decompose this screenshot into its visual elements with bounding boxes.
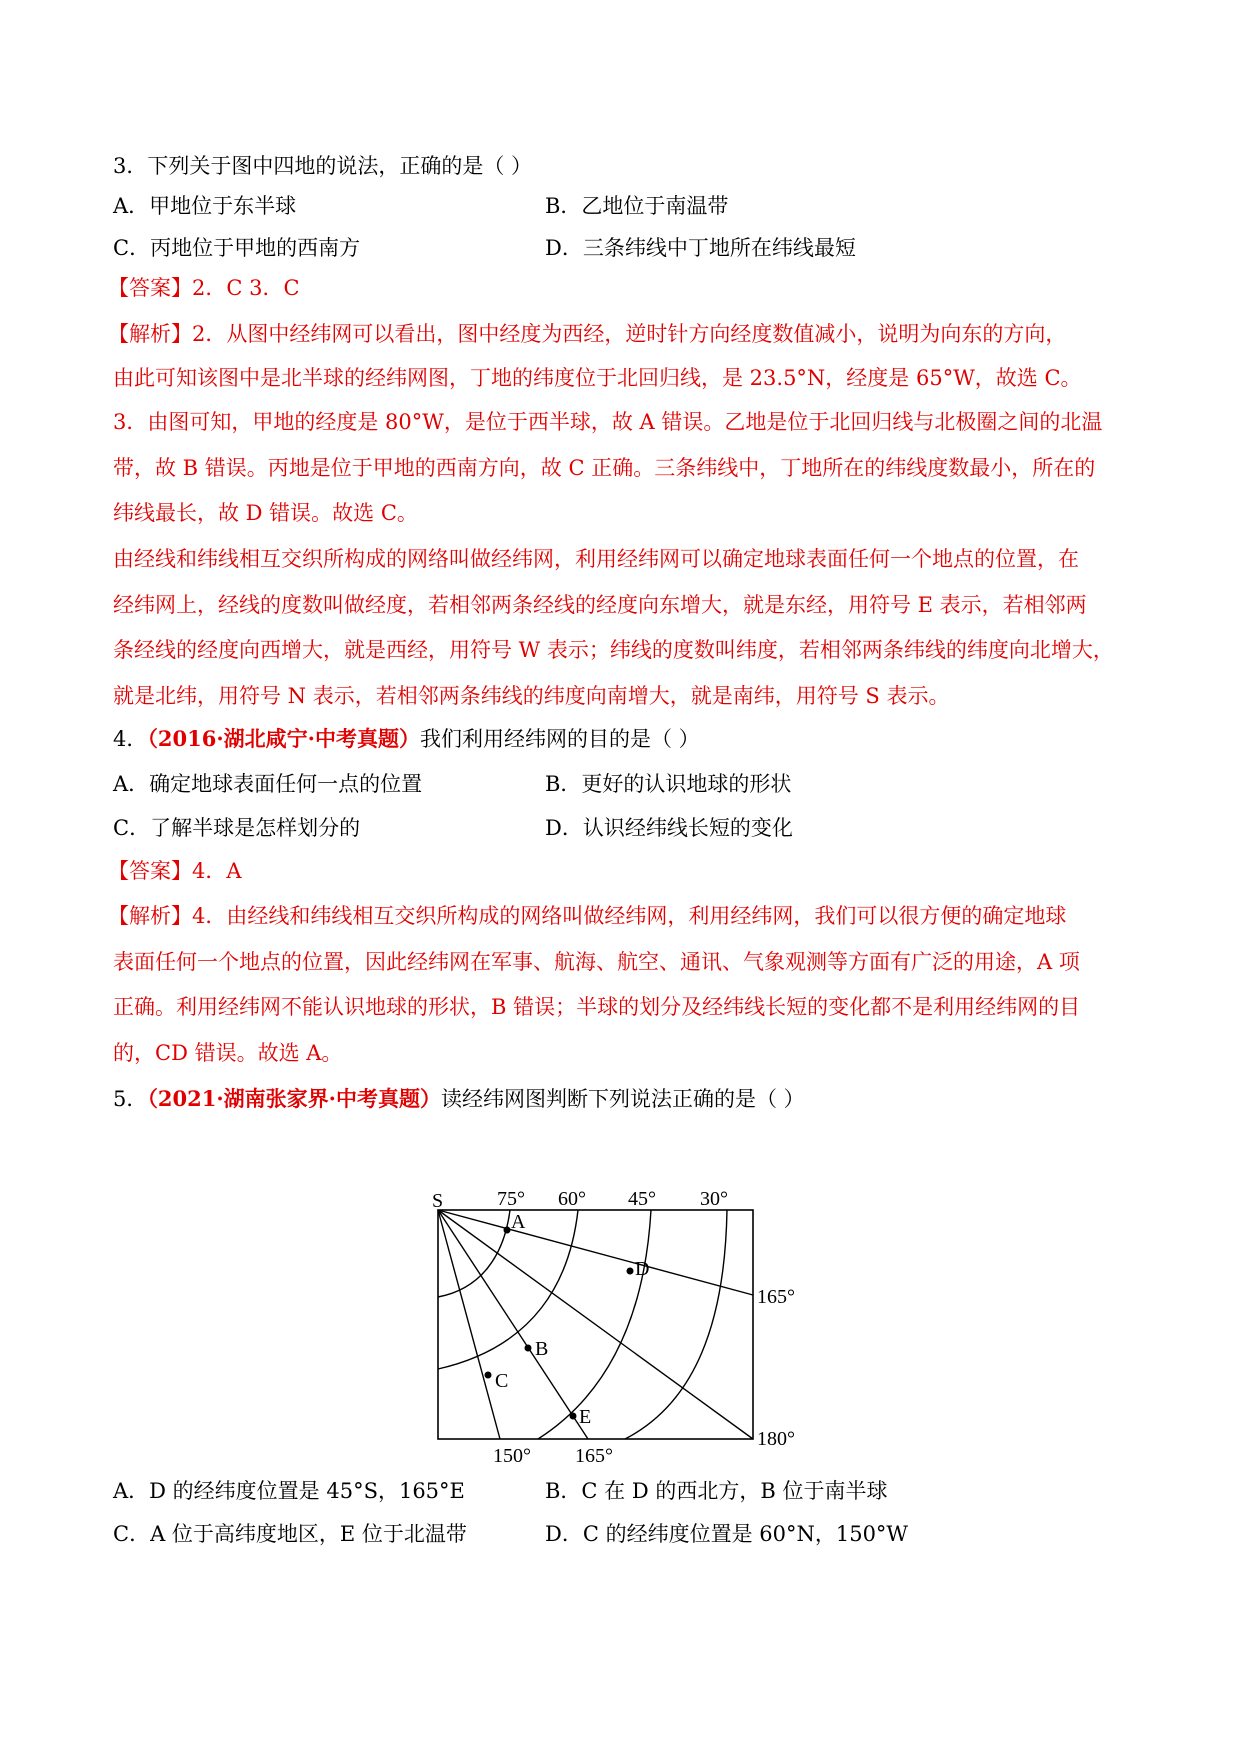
point-b-label: B <box>535 1338 549 1360</box>
analysis-line: 由此可知该图中是北半球的经纬网图，丁地的纬度位于北回归线，是 23.5°N，经度是 65°W，故选 C。 <box>113 366 1082 390</box>
analysis-line: 的，CD 错误。故选 A。 <box>113 1041 343 1065</box>
q5-option-d: D．C 的经纬度位置是 60°N，150°W <box>545 1522 909 1546</box>
point-a-label: A <box>511 1211 526 1233</box>
parallel-75 <box>438 1210 510 1297</box>
parallels <box>438 1210 727 1439</box>
q5-option-b: B．C 在 D 的西北方，B 位于南半球 <box>545 1479 888 1503</box>
q3-option-b: B．乙地位于南温带 <box>545 194 729 218</box>
analysis-line: 【解析】4．由经线和纬线相互交织所构成的网络叫做经纬网，利用经纬网，我们可以很方便的确定地球 <box>108 904 1067 928</box>
q5-number: 5． <box>113 1087 148 1111</box>
point-a <box>504 1227 511 1234</box>
right-label: 165° <box>757 1286 795 1308</box>
q4-option-a: A．确定地球表面任何一点的位置 <box>113 772 423 796</box>
q4-option-d: D．认识经纬线长短的变化 <box>545 816 793 840</box>
q3-stem: 3．下列关于图中四地的说法，正确的是（ ） <box>113 154 533 178</box>
analysis-line: 经纬网上，经线的度数叫做经度，若相邻两条经线的经度向东增大，就是东经，用符号 E 表示，若相邻两 <box>113 593 1087 617</box>
q5-text: 读经纬网图判断下列说法正确的是（ ） <box>440 1087 805 1111</box>
answer-4: 【答案】4．A <box>108 859 242 883</box>
point-c <box>485 1372 492 1379</box>
q5-stem <box>113 1085 805 1113</box>
q4-source: （2016·湖北咸宁·中考真题） <box>147 726 420 751</box>
bottom-label: 165° <box>575 1445 613 1463</box>
meridian-line <box>438 1210 500 1439</box>
answer-2-3: 【答案】2．C 3．C <box>108 276 300 300</box>
analysis-line: 由经线和纬线相互交织所构成的网络叫做经纬网，利用经纬网可以确定地球表面任何一个地点的位置，在 <box>113 547 1079 571</box>
analysis-line: 条经线的经度向西增大，就是西经，用符号 W 表示；纬线的度数叫纬度，若相邻两条纬线的纬度向北增大， <box>113 638 1114 662</box>
parallel-30 <box>625 1210 727 1439</box>
q5-option-c: C．A 位于高纬度地区，E 位于北温带 <box>113 1522 467 1546</box>
q4-number: 4． <box>113 727 148 751</box>
point-b <box>525 1345 532 1352</box>
analysis-line: 【解析】2．从图中经纬网可以看出，图中经度为西经，逆时针方向经度数值减小，说明为向东的方向， <box>108 322 1067 346</box>
point-d-label: D <box>635 1258 650 1280</box>
analysis-line: 表面任何一个地点的位置，因此经纬网在军事、航海、航空、通讯、气象观测等方面有广泛的用途，A 项 <box>113 950 1080 974</box>
q4-stem <box>113 725 700 753</box>
q3-option-a: A．甲地位于东半球 <box>113 194 297 218</box>
graticule-figure <box>425 1183 815 1463</box>
q3-option-c: C．丙地位于甲地的西南方 <box>113 236 361 260</box>
analysis-line: 正确。利用经纬网不能认识地球的形状，B 错误；半球的划分及经纬线长短的变化都不是利用经纬网的目 <box>113 995 1081 1019</box>
analysis-line: 3．由图可知，甲地的经度是 80°W，是位于西半球，故 A 错误。乙地是位于北回归线与北极圈之间的北温 <box>113 410 1103 434</box>
q4-text: 我们利用经纬网的目的是（ ） <box>419 727 700 751</box>
top-label: 60° <box>558 1188 586 1210</box>
point-e <box>570 1413 577 1420</box>
analysis-line: 带，故 B 错误。丙地是位于甲地的西南方向，故 C 正确。三条纬线中，丁地所在的纬线度数最小，所在的 <box>113 456 1096 480</box>
q5-source: （2021·湖南张家界·中考真题） <box>147 1086 441 1111</box>
meridians <box>438 1210 753 1439</box>
q4-option-c: C．了解半球是怎样划分的 <box>113 816 361 840</box>
q4-option-b: B．更好的认识地球的形状 <box>545 772 792 796</box>
bottom-label: 150° <box>493 1445 531 1463</box>
point-d <box>627 1268 634 1275</box>
q5-option-a: A．D 的经纬度位置是 45°S，165°E <box>113 1479 465 1503</box>
right-label: 180° <box>757 1428 795 1450</box>
point-c-label: C <box>495 1370 509 1392</box>
top-label: 30° <box>700 1188 728 1210</box>
top-label: 45° <box>628 1188 656 1210</box>
top-label: 75° <box>497 1188 525 1210</box>
meridian-line <box>438 1210 753 1439</box>
analysis-line: 就是北纬，用符号 N 表示，若相邻两条纬线的纬度向南增大，就是南纬，用符号 S 表示。 <box>113 684 950 708</box>
pole-label: S <box>432 1190 444 1212</box>
point-e-label: E <box>579 1406 592 1428</box>
analysis-line: 纬线最长，故 D 错误。故选 C。 <box>113 501 418 525</box>
q3-option-d: D．三条纬线中丁地所在纬线最短 <box>545 236 856 260</box>
